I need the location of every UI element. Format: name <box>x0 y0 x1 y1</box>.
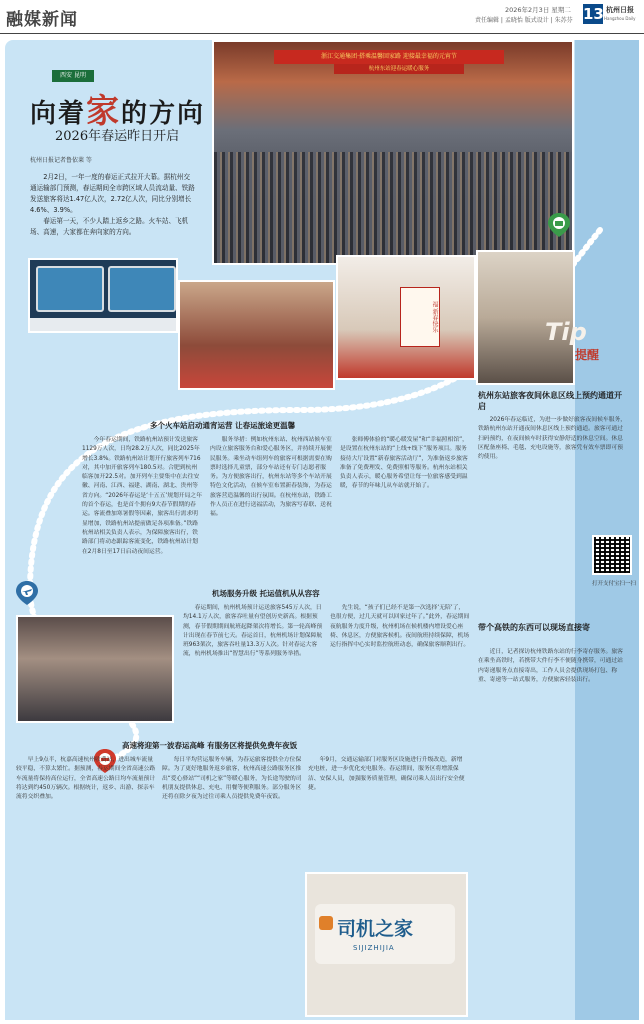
rail-section-title: 多个火车站启动通宵运营 让春运旅途更温馨 <box>150 421 296 430</box>
location-pin-icon <box>546 212 572 238</box>
highway-column-3: 年9月，交通运输部门对服务区设施进行升级改造，新增充电桩，进一步优化充电服务。春运期间，服务区将增派保洁、安保人员，加强服务质量管理，确保司乘人员出行安全便捷。 <box>308 757 465 791</box>
crowd-texture <box>214 152 572 265</box>
sign-pinyin: SIJIZHIJIA <box>353 944 395 952</box>
driver-home-photo <box>305 872 468 1017</box>
train-window-photo <box>28 258 178 333</box>
issue-date: 2026年2月3日 星期二 <box>505 6 571 14</box>
sign-logo-icon <box>319 916 333 930</box>
train-window-left <box>36 266 104 312</box>
train-destination-sign: 西安 昆明 <box>52 70 94 82</box>
staff-service-photo <box>178 280 335 390</box>
tip-title: Tip <box>545 318 587 346</box>
rail-column-1: 今年春运期间，铁路杭州站预计发送旅客1129万人次，日均28.2万人次，同比2025年增长3.8%。铁路杭州站计划开行旅客列车716对，其中加开旅客列车180.5对。合肥到杭州临客加开22.5对。加开列车主要集中在去往安徽、河南、江西、福建、湖南、湖北、贵州等省方向。“2026年春运是‘十五五’规划开局之年的首个春运，也是首个拥有9大春节假期的春运。客流叠加寒暑假等因素，旅客出行需求明显增加，铁路杭州站提前做足各项准备。”铁路杭州站相关负责人表示，为保障旅客出行，铁路部门将动态跟踪客流变化，铁路杭州站计划在2月8日至17日启动夜间运营。 <box>82 437 202 555</box>
byline: 杭州日报记者鲁依莱 等 <box>30 157 92 164</box>
highway-column-2: 每日平均营运服务车辆，为春运旅客提供全方位保障。为了更好地服务返乡旅客，杭州高速公路服务区推出“爱心驿站”“司机之家”等暖心服务，为长途驾驶的司机朋友提供休息、充电、用餐等便利服务。部分服务区还将在除夕夜为过往司乘人员提供免费年夜饭。 <box>162 757 302 801</box>
qr-code-icon <box>592 535 632 575</box>
section-name: 融媒新闻 <box>6 10 78 30</box>
airplane-pin-icon <box>14 580 40 606</box>
airport-column-2: 先生说，“孩子们已经不是第一次选择‘无陪’了，也很方便，过几天就可以回家过年了。”此外，春运期间夜航服务力度升级，杭州机场在候机楼内增设爱心座椅、休息区，方便旅客候机。夜间航班持续保障，机场运行指挥中心实时监控航班动态，确保旅客顺利出行。 <box>330 605 470 649</box>
headline-part-1: 向着 <box>30 99 87 129</box>
lead-paragraph-2: 春运第一天，不少人踏上返乡之路。火车站、飞机场、高速，大家都在奔向家的方向。 <box>30 217 189 236</box>
calligraphy-photo <box>336 255 476 380</box>
lead-paragraph-1: 2月2日，一年一度的春运正式拉开大幕。据杭州交通运输部门预测，春运期间全市跨区域人员流动量、铁路发送旅客将达1.47亿人次，2.72亿人次，同比分别增长4.6%、3.9%。 <box>30 173 195 214</box>
paper-logo: 杭州日报 <box>606 6 634 14</box>
masthead <box>0 0 644 34</box>
station-hall-photo <box>212 40 574 265</box>
lead-paragraphs <box>30 172 195 238</box>
page-number: 13 <box>583 5 604 23</box>
sidebar-column-2: 近日，记者探访杭州铁路东站的行李寄存服务。旅客在乘坐高铁时，若携带大件行李不便随身携带，可通过站内寄递服务点直接寄出，工作人员会提供现场打包、称重、寄递等一站式服务，方便旅客轻装出行。 <box>478 649 623 683</box>
train-body-band <box>30 318 176 332</box>
sidebar-column-1: 2026年春运临近，为进一步做好旅客夜间候车服务，铁路杭州东站开通夜间休息区线上预约通道。旅客可通过扫码预约，在夜间候车时获得安静舒适的休息空间。休息区配备座椅、毛毯、充电设施等，旅客凭有效车票即可预约使用。 <box>478 417 627 461</box>
airport-queue-photo <box>16 615 174 723</box>
sidebar-title-1: 杭州东站旅客夜间休息区线上预约通道开启 <box>478 391 622 411</box>
hall-banner: 浙江交通集团·搭乘温馨回家路 迎接最幸福的元宵节 <box>274 50 504 64</box>
sign-text: 司机之家 <box>337 918 414 940</box>
subhead: 2026年春运昨日开启 <box>55 129 180 144</box>
sidebar-title-2: 带个高铁的东西可以现场直接寄 <box>478 623 590 632</box>
editor-credits: 责任编辑 | 孟晓怡 版式设计 | 朱苏芬 <box>475 17 573 24</box>
calligraphy-text: 福 新春快乐 <box>400 287 440 347</box>
hall-banner-secondary: 杭州东站迎春运暖心服务 <box>334 64 464 74</box>
tip-label: 提醒 <box>575 348 600 362</box>
airport-column-1: 春运期间，杭州机场预计运送旅客545万人次，日均14.1万人次，旅客吞吐量有望创历史新高。根据预测，春节假期期间航班起降架次将增长。第一轮高峰预计出现在春节前七天。春运首日，杭州机场计划保障航班963架次，旅客吞吐量13.3万人次。针对春运大客流，杭州机场推出“智慧出行”等系列服务举措。 <box>183 605 323 658</box>
headline-part-2: 的方向 <box>121 99 206 129</box>
highway-section-title: 高速将迎第一波春运高峰 有服务区将提供免费年夜饭 <box>122 741 298 750</box>
rail-column-2: 服务举措：例如杭州东站、杭州西站候车室内设立旅客服务台和爱心服务区，并持续开展便民服务。乘坐动车组列车的旅客可根据需要在购票时选择儿童票，部分车站还有专门志愿者服务。为方便旅客出行，杭州东站等多个车站开展特色文化活动，在候车室布置新春装饰，为春运旅客营造温馨的出行氛围。在杭州东站，铁路工作人员正在进行送福活动，为旅客写春联、送祝福。 <box>210 437 332 518</box>
rail-column-3: 张师傅体验的“暖心暖发屋”和“幸福照相馆”，是设置在杭州东站的“上线+线下”服务项目。服务接待大厅设置“新春旅客活动厅”，为准备返乡旅客准备了免费理发、免费照相等服务。杭州东站相关负责人表示，暖心服务希望让每一位旅客感受到温暖，春节的年味儿从车站就开始了。 <box>340 437 468 490</box>
paper-site: Hangzhou Daily <box>604 16 636 21</box>
headline-highlight: 家 <box>86 91 122 130</box>
airport-section-title: 机场服务升级 托运值机从从容容 <box>212 589 320 598</box>
train-window-right <box>108 266 176 312</box>
highway-column-1: 早上9点半，杭嘉高速杭州收费站，进出城车流量较平稳，不算太繁忙。据预测，春运期间全省高速公路车流量将保持高位运行，全省高速公路日均车流量预计将达到约450万辆次。根据统计，返乡、出游、探亲车流将交织叠加。 <box>16 757 156 801</box>
qr-caption: 打开支付宝扫一扫 <box>592 581 637 587</box>
